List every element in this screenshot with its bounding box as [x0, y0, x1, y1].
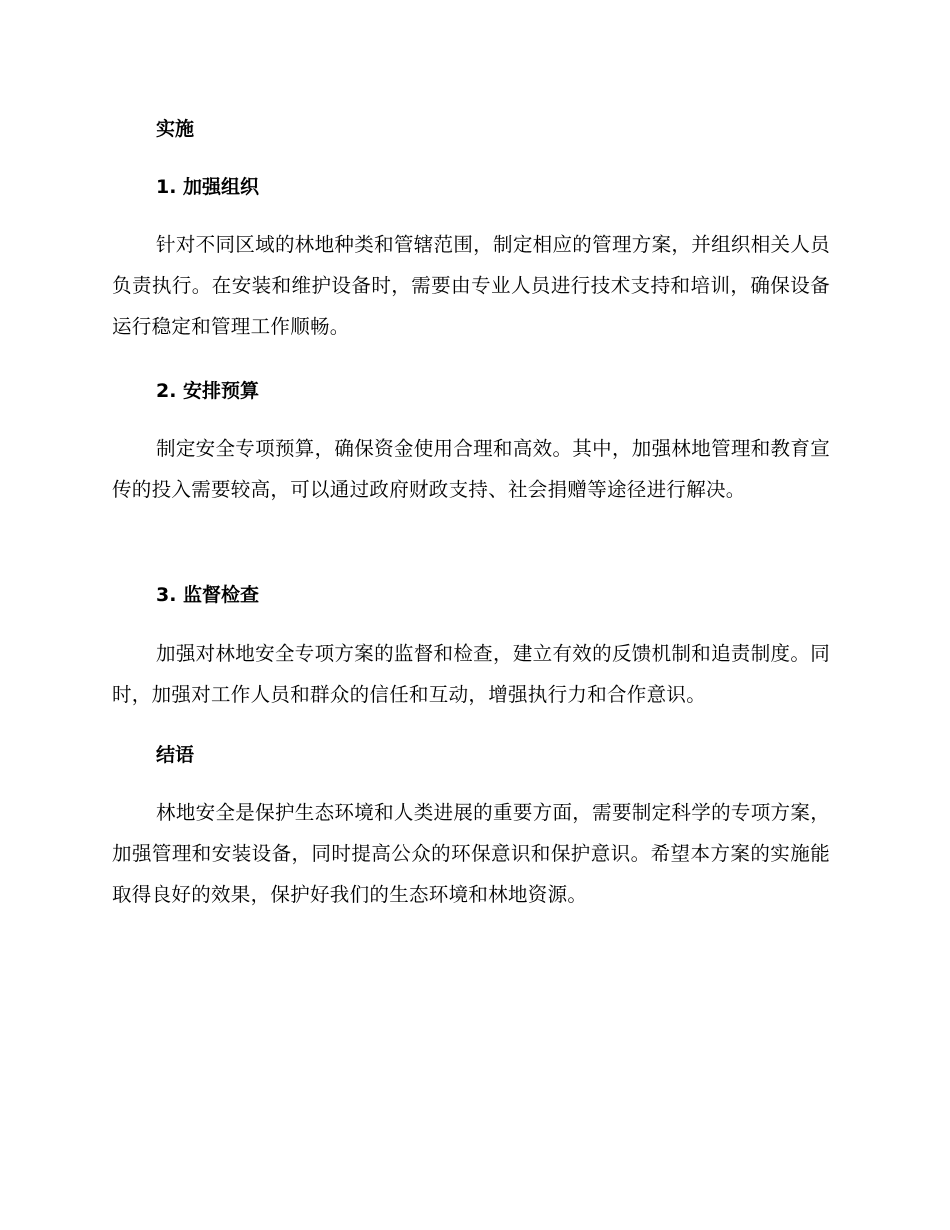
- paragraph-budget: 制定安全专项预算，确保资金使用合理和高效。其中，加强林地管理和教育宣传的投入需要较高，可以通过政府财政支持、社会捐赠等途径进行解决。: [112, 437, 830, 501]
- section-heading-budget: 2. 安排预算: [156, 380, 260, 402]
- section-heading-conclusion: 结语: [156, 744, 195, 766]
- paragraph-conclusion: 林地安全是保护生态环境和人类进展的重要方面，需要制定科学的专项方案，加强管理和安装设备，同时提高公众的环保意识和保护意识。希望本方案的实施能取得良好的效果，保护好我们的生态环境和林地资源。: [112, 801, 830, 906]
- section-heading-organization: 1. 加强组织: [156, 176, 260, 198]
- paragraph-organization: 针对不同区域的林地种类和管辖范围，制定相应的管理方案，并组织相关人员负责执行。在安装和维护设备时，需要由专业人员进行技术支持和培训，确保设备运行稳定和管理工作顺畅。: [112, 233, 830, 338]
- section-heading-implementation: 实施: [156, 118, 195, 140]
- section-heading-supervision: 3. 监督检查: [156, 584, 260, 606]
- paragraph-supervision: 加强对林地安全专项方案的监督和检查，建立有效的反馈机制和追责制度。同时，加强对工作人员和群众的信任和互动，增强执行力和合作意识。: [112, 642, 830, 706]
